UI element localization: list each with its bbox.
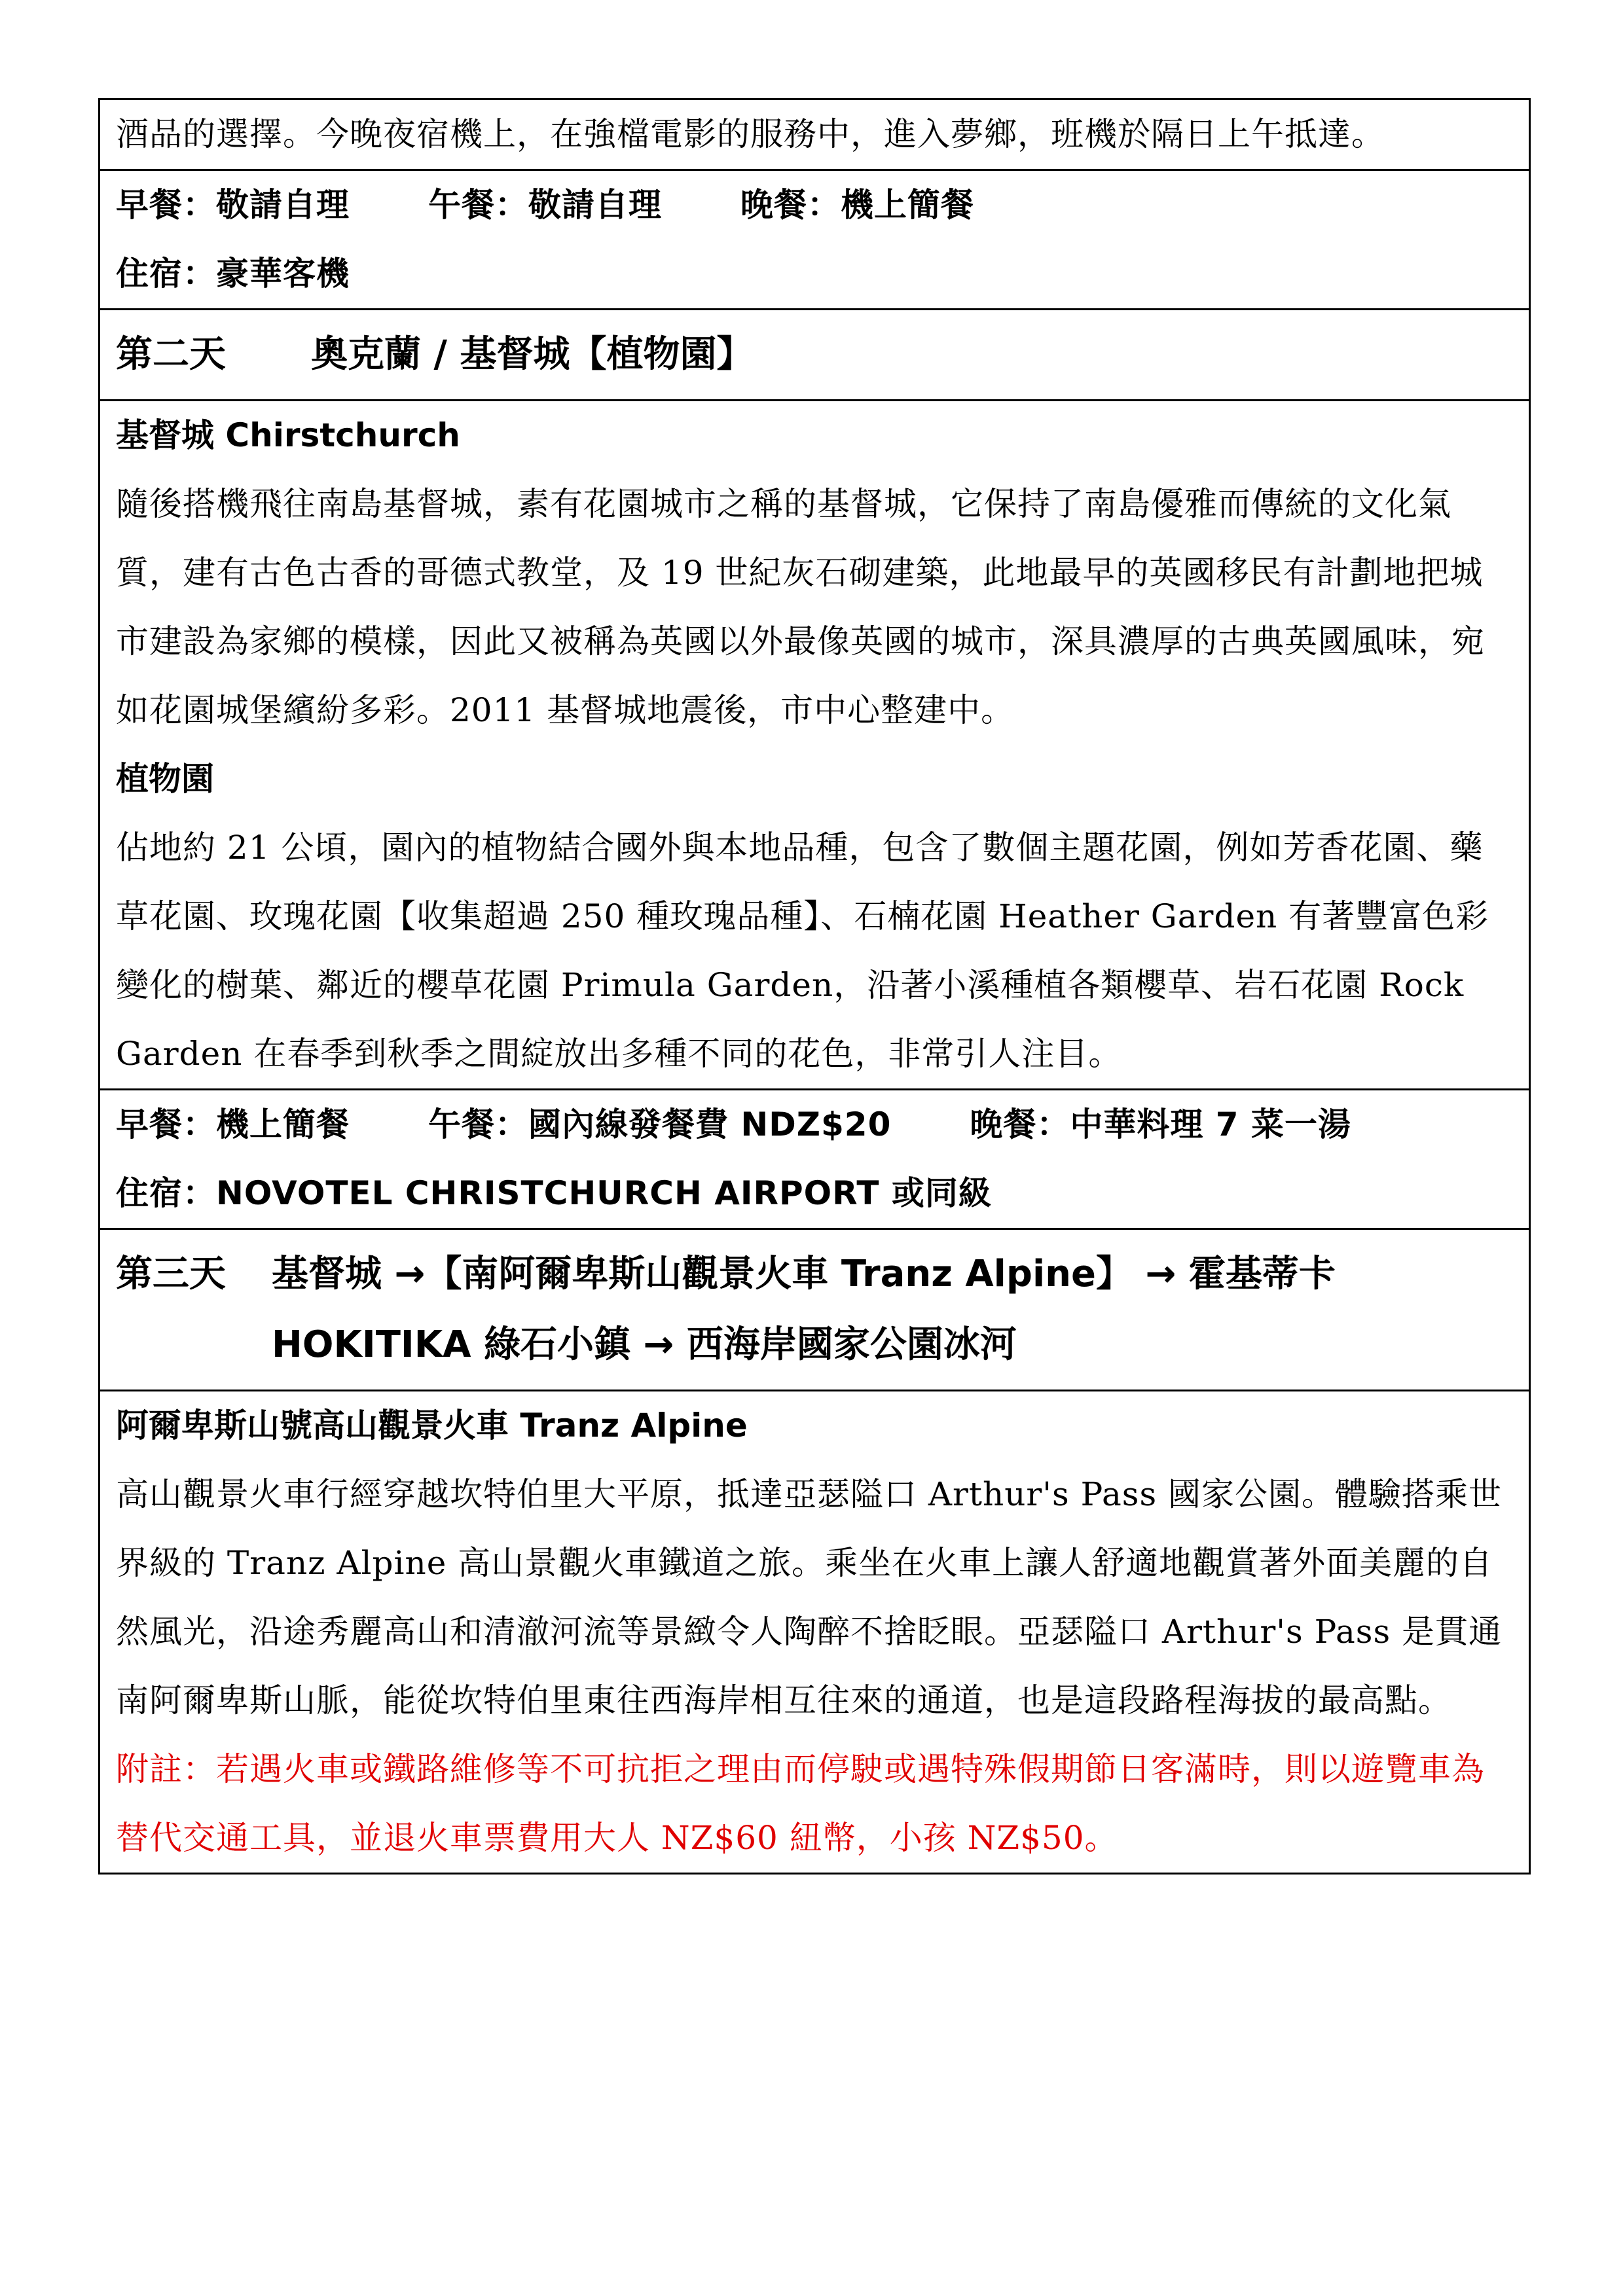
day2-content-cell (100, 401, 1530, 1090)
itinerary-page (98, 98, 1531, 1874)
meals-row-day2 (100, 1090, 1530, 1229)
section-body: 佔地約 21 公頃，園內的植物結合國外與本地品種，包含了數個主題花園，例如芳香花園、藥草花園、玫瑰花園【收集超過 250 種玫瑰品種】、石楠花園 Heather Garden 有著豐富色彩變化的樹葉、鄰近的櫻草花園 Primula Garden，沿著小溪種植各類櫻草、岩石花園 Rock Garden 在春季到秋季之間綻放出多種不同的花色，非常引人注目。 (116, 829, 1489, 1073)
day2-content-row (100, 401, 1530, 1090)
dinner-label: 晚餐：機上簡餐 (740, 186, 974, 224)
day3-header-row (100, 1229, 1530, 1391)
hotel-label: 住宿：豪華客機 (116, 255, 350, 293)
intro-row (100, 99, 1530, 170)
section-body: 高山觀景火車行經穿越坎特伯里大平原，抵達亞瑟隘口 Arthur's Pass 國家公園。體驗搭乘世界級的 Tranz Alpine 高山景觀火車鐵道之旅。乘坐在火車上讓人舒適地觀賞著外面美麗的自然風光，沿途秀麗高山和清澈河流等景緻令人陶醉不捨眨眼。亞瑟隘口 Arthur's Pass 是貫通南阿爾卑斯山脈，能從坎特伯里東往西海岸相互往來的通道，也是這段路程海拔的最高點。 (116, 1475, 1503, 1719)
itinerary-table (98, 98, 1531, 1874)
meals-line (116, 1090, 1513, 1159)
day3-heading (116, 1230, 1513, 1390)
day3-content-cell (100, 1391, 1530, 1874)
meals-cell-day1 (100, 170, 1530, 310)
meals-cell-day2 (100, 1090, 1530, 1229)
intro-text: 酒品的選擇。今晚夜宿機上，在強檔電影的服務中，進入夢鄉，班機於隔日上午抵達。 (116, 115, 1385, 153)
section-heading: 阿爾卑斯山號高山觀景火車 Tranz Alpine (116, 1407, 748, 1444)
section-body: 隨後搭機飛往南島基督城，素有花園城市之稱的基督城，它保持了南島優雅而傳統的文化氣質，建有古色古香的哥德式教堂，及 19 世紀灰石砌建築，此地最早的英國移民有計劃地把城市建設為家鄉的模樣，因此又被稱為英國以外最像英國的城市，深具濃厚的古典英國風味，宛如花園城堡繽紛多彩。2011 基督城地震後，市中心整建中。 (116, 485, 1485, 729)
intro-cell (100, 99, 1530, 170)
day3-title: 基督城 →【南阿爾卑斯山觀景火車 Tranz Alpine】 → 霍基蒂卡 HOKITIKA 綠石小鎮 → 西海岸國家公園冰河 (272, 1253, 1336, 1366)
dinner-label: 晚餐：中華料理 7 菜一湯 (970, 1105, 1351, 1143)
breakfast-label: 早餐：敬請自理 (116, 186, 350, 224)
meals-row-day1 (100, 170, 1530, 310)
section-heading: 基督城 Chirstchurch (116, 416, 460, 454)
day3-label: 第三天 (116, 1253, 226, 1295)
day2-label: 第二天 (116, 333, 226, 376)
lunch-label: 午餐：國內線發餐費 NDZ$20 (428, 1105, 892, 1143)
breakfast-label: 早餐：機上簡餐 (116, 1105, 350, 1143)
section-heading: 植物園 (116, 760, 214, 798)
day2-heading (116, 310, 1513, 399)
day2-title: 奧克蘭 / 基督城【植物園】 (311, 333, 754, 376)
meals-line (116, 171, 1513, 240)
day2-header-row (100, 310, 1530, 401)
hotel-label: 住宿：NOVOTEL CHRISTCHURCH AIRPORT 或同級 (116, 1174, 992, 1212)
day2-header-cell (100, 310, 1530, 401)
day3-content-row (100, 1391, 1530, 1874)
day3-header-cell (100, 1229, 1530, 1391)
train-note: 附註：若遇火車或鐵路維修等不可抗拒之理由而停駛或遇特殊假期節日客滿時，則以遊覽車為替代交通工具，並退火車票費用大人 NZ$60 紐幣，小孩 NZ$50。 (116, 1750, 1485, 1857)
lunch-label: 午餐：敬請自理 (428, 186, 662, 224)
